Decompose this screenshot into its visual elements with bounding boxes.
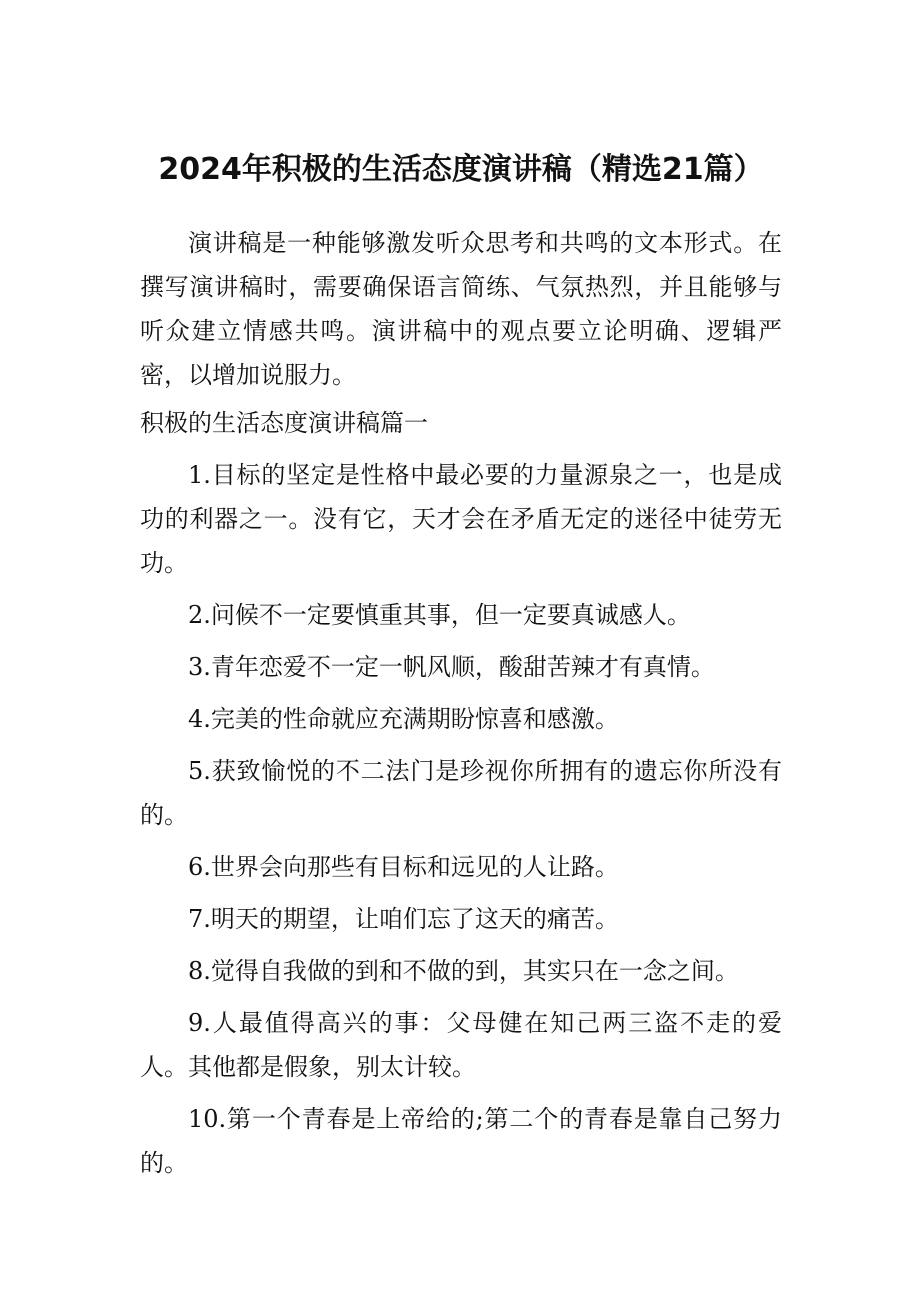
list-item: 5.获致愉悦的不二法门是珍视你所拥有的遗忘你所没有的。 <box>140 757 782 829</box>
list-item: 3.青年恋爱不一定一帆风顺，酸甜苦辣才有真情。 <box>188 653 715 681</box>
document-body <box>140 221 782 1185</box>
intro-paragraph: 演讲稿是一种能够激发听众思考和共鸣的文本形式。在撰写演讲稿时，需要确保语言简练、气氛热烈，并且能够与听众建立情感共鸣。演讲稿中的观点要立论明确、逻辑严密，以增加说服力。 <box>140 229 782 389</box>
list-item: 7.明天的期望，让咱们忘了这天的痛苦。 <box>188 905 619 933</box>
list-item: 8.觉得自我做的到和不做的到，其实只在一念之间。 <box>188 957 739 985</box>
page-title: 2024年积极的生活态度演讲稿（精选21篇） <box>158 152 764 187</box>
list-item: 4.完美的性命就应充满期盼惊喜和感激。 <box>188 705 619 733</box>
list-item: 10.第一个青春是上帝给的;第二个的青春是靠自己努力的。 <box>140 1105 782 1177</box>
list-item: 1.目标的坚定是性格中最必要的力量源泉之一，也是成功的利器之一。没有它，天才会在矛盾无定的迷径中徒劳无功。 <box>140 461 782 577</box>
list-item: 2.问候不一定要慎重其事，但一定要真诚感人。 <box>188 601 691 629</box>
list-item: 9.人最值得高兴的事：父母健在知己两三盗不走的爱人。其他都是假象，别太计较。 <box>140 1009 782 1081</box>
section-heading: 积极的生活态度演讲稿篇一 <box>140 409 428 437</box>
list-item: 6.世界会向那些有目标和远见的人让路。 <box>188 853 619 881</box>
